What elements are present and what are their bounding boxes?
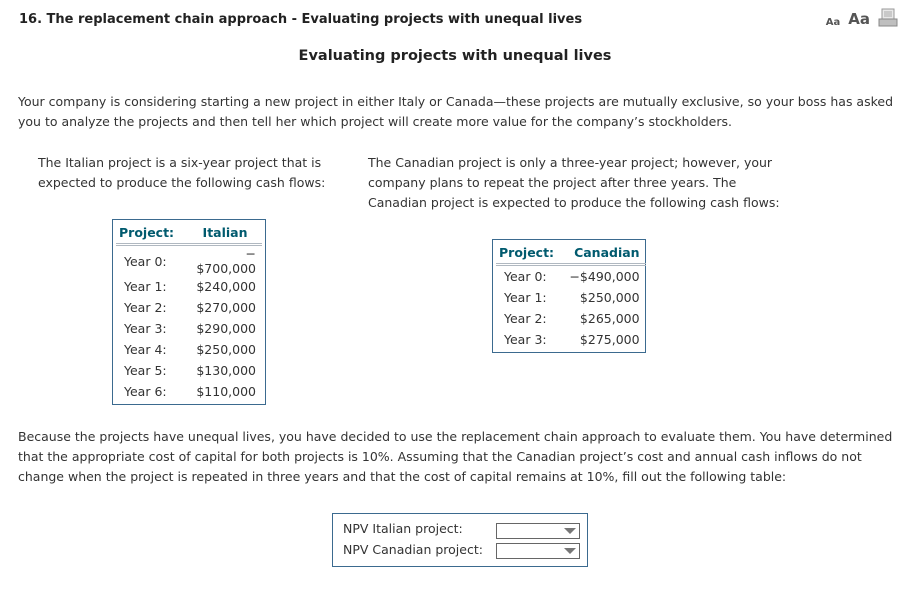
npv-answer-box <box>332 513 588 567</box>
canadian-cash-flow-table <box>492 239 646 353</box>
year-label: Year 5: <box>124 363 167 378</box>
table-header-italian: Italian <box>180 222 262 245</box>
table-row <box>496 265 646 288</box>
year-label: Year 0: <box>504 269 547 284</box>
increase-font-button[interactable]: Aa <box>848 10 870 28</box>
table-row <box>496 329 646 350</box>
chevron-down-icon <box>564 548 576 554</box>
table-row <box>496 287 646 308</box>
cash-flow-value: $290,000 <box>196 321 256 336</box>
year-label: Year 3: <box>504 332 547 347</box>
npv-italian-dropdown[interactable] <box>496 523 580 539</box>
table-header-project: Project: <box>116 222 180 245</box>
canada-description: The Canadian project is only a three-year project; however, your company plans to repeat the project after three years. The Canadian project is expected to produce the following cash flows: <box>368 155 780 210</box>
table-row <box>116 297 262 318</box>
table-header-project: Project: <box>496 242 560 265</box>
table-row <box>116 339 262 360</box>
cash-flow-value: $270,000 <box>196 300 256 315</box>
table-row <box>116 381 262 402</box>
question-title: 16. The replacement chain approach - Evaluating projects with unequal lives <box>19 12 583 27</box>
npv-canadian-dropdown[interactable] <box>496 543 580 559</box>
cash-flow-value: $265,000 <box>579 311 640 326</box>
npv-canadian-label: NPV Canadian project: <box>343 542 483 557</box>
year-label: Year 1: <box>504 290 547 305</box>
italy-description: The Italian project is a six-year project that is expected to produce the following cash flows: <box>38 155 326 190</box>
table-row <box>496 308 646 329</box>
cash-flow-value: −$490,000 <box>569 269 640 284</box>
cash-flow-value: $275,000 <box>579 332 640 347</box>
chevron-down-icon <box>564 528 576 534</box>
cash-flow-value: $250,000 <box>196 342 256 357</box>
year-label: Year 2: <box>504 311 547 326</box>
section-title: Evaluating projects with unequal lives <box>298 48 612 64</box>
year-label: Year 6: <box>124 384 167 399</box>
npv-italian-label: NPV Italian project: <box>343 521 463 536</box>
toolbar <box>826 8 898 28</box>
cash-flow-value: −$700,000 <box>196 246 256 276</box>
year-label: Year 2: <box>124 300 167 315</box>
cash-flow-value: $250,000 <box>579 290 640 305</box>
instructions-paragraph: Because the projects have unequal lives, you have decided to use the replacement chain approach to evaluate them. You have determined that the appropriate cost of capital for both projects is 10%. Assuming that the Canadian project’s cost and annual cash inflows do not change when the project is repeated in three years and that the cost of capital remains at 10%, fill out the following table: <box>18 429 893 484</box>
table-row <box>116 318 262 339</box>
year-label: Year 3: <box>124 321 167 336</box>
decrease-font-button[interactable]: Aa <box>825 17 841 28</box>
cash-flow-value: $110,000 <box>196 384 256 399</box>
table-row <box>116 276 262 297</box>
year-label: Year 1: <box>124 279 167 294</box>
year-label: Year 4: <box>124 342 167 357</box>
cash-flow-value: $130,000 <box>196 363 256 378</box>
intro-paragraph: Your company is considering starting a new project in either Italy or Canada—these projects are mutually exclusive, so your boss has asked you to analyze the projects and then tell her which project will create more value for the company’s stockholders. <box>18 94 894 129</box>
italian-cash-flow-table <box>112 219 266 405</box>
table-row <box>116 245 262 277</box>
table-row <box>116 360 262 381</box>
table-header-canadian: Canadian <box>560 242 646 265</box>
print-icon[interactable] <box>878 8 898 28</box>
year-label: Year 0: <box>124 253 167 269</box>
cash-flow-value: $240,000 <box>196 279 256 294</box>
